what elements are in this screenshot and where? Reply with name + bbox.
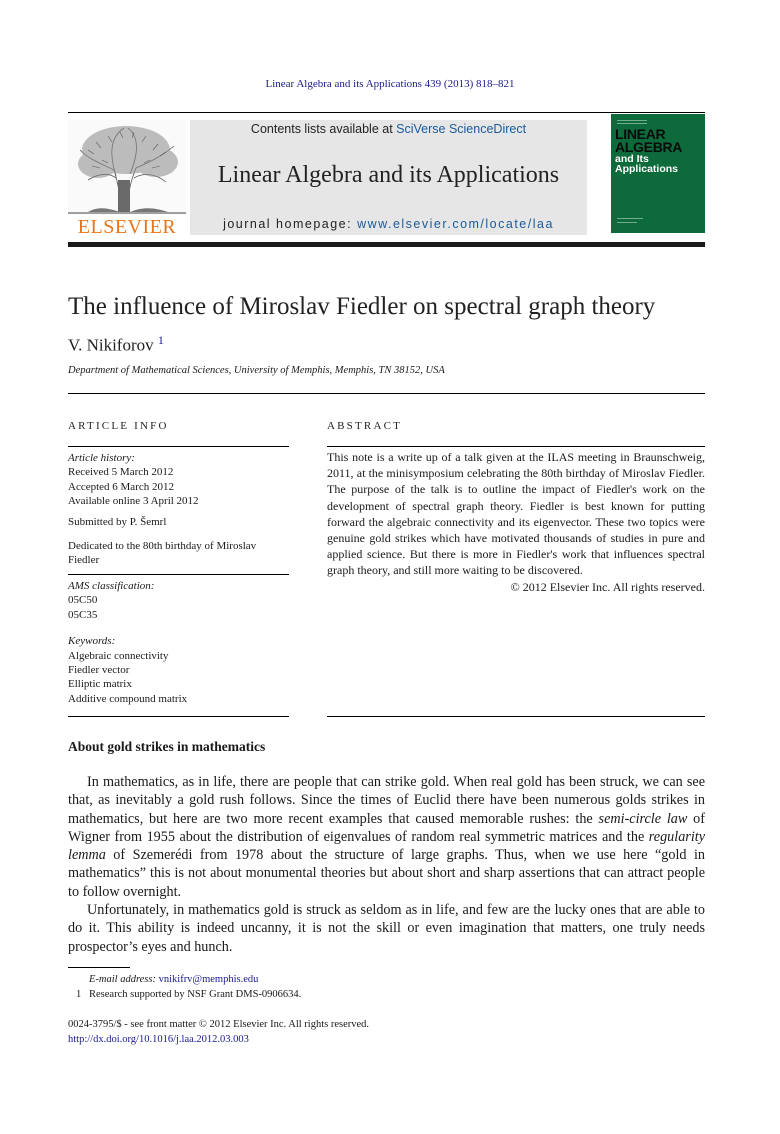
- abstract-copyright: © 2012 Elsevier Inc. All rights reserved.: [510, 579, 705, 594]
- received-date: Received 5 March 2012: [68, 466, 174, 479]
- elsevier-tree-icon: [68, 120, 186, 235]
- history-label: Article history:: [68, 452, 135, 464]
- contents-line: [190, 122, 587, 136]
- email-link[interactable]: vnikifrv@memphis.edu: [158, 974, 259, 985]
- footnote-mark-blank: [68, 972, 89, 987]
- article-title: The influence of Miroslav Fiedler on spectral graph theory: [68, 293, 656, 320]
- online-date: Available online 3 April 2012: [68, 495, 199, 508]
- elsevier-wordmark: ELSEVIER: [77, 216, 177, 235]
- cover-rule: [617, 222, 637, 223]
- cover-rule: [617, 123, 647, 124]
- header-top-rule: [68, 112, 705, 113]
- author-footnote-mark[interactable]: 1: [157, 333, 164, 347]
- abstract-body: [327, 449, 705, 595]
- cover-subtitle: [615, 154, 678, 174]
- section-body: [68, 773, 705, 956]
- cover-subtitle-line1: and Its: [615, 153, 649, 165]
- author-name: V. Nikiforov: [68, 335, 154, 355]
- author-line: [68, 333, 164, 356]
- p1-text-c: of Szemerédi from 1978 about the structure of large graphs. Thus, when we use here “gold in mathematics” this is not about monumental theories but about short and sharp assertions that can attract people to follow overnight.: [68, 847, 705, 900]
- ams-code: 05C50: [68, 594, 98, 607]
- p1-emphasis-1: semi-circle law: [598, 810, 688, 827]
- abstract-rule: [327, 446, 705, 447]
- sciencedirect-link[interactable]: SciVerse ScienceDirect: [396, 122, 527, 136]
- cover-subtitle-line2: Applications: [615, 163, 679, 175]
- ams-classification: [68, 579, 289, 706]
- keyword: Fiedler vector: [68, 664, 130, 677]
- author-affiliation: Department of Mathematical Sciences, University of Memphis, Memphis, TN 38152, USA: [68, 365, 445, 376]
- p1-text-a: In mathematics, as in life, there are people that can strike gold. When real gold has been struck, we can see that, as inevitably a gold rush follows. Since the times of Euclid there have been numerous golds strikes in mathematics, but here are two more recent examples that caused memorable rushes: the: [68, 774, 705, 827]
- abstract-bottom-rule: [327, 716, 705, 717]
- section-heading: About gold strikes in mathematics: [68, 739, 266, 754]
- footnotes: [68, 972, 301, 1002]
- footnote-1: [68, 987, 301, 1002]
- paragraph: [68, 773, 705, 901]
- p1-emphasis-2: regularity lemma: [68, 828, 705, 864]
- paragraph: Unfortunately, in mathematics gold is struck as seldom as in life, and few are the lucky ones that are able to do it. This ability is indeed uncanny, it is not the skill or even imagination that matters, one truly needs prospector’s eyes and hunch.: [68, 902, 705, 955]
- issn-line: 0024-3795/$ - see front matter © 2012 Elsevier Inc. All rights reserved.: [68, 1019, 370, 1030]
- header-bottom-rule: [68, 242, 705, 247]
- accepted-date: Accepted 6 March 2012: [68, 480, 174, 493]
- keyword: Additive compound matrix: [68, 692, 188, 705]
- journal-citation[interactable]: Linear Algebra and its Applications 439 (2013) 818–821: [265, 78, 515, 90]
- article-history: [68, 451, 289, 568]
- ams-code: 05C35: [68, 608, 98, 621]
- abstract-heading: ABSTRACT: [327, 420, 403, 432]
- front-matter: [68, 1017, 369, 1047]
- keyword: Algebraic connectivity: [68, 649, 169, 662]
- ams-rule: [68, 574, 289, 575]
- email-label: E-mail address:: [89, 974, 159, 985]
- ams-label: AMS classification:: [68, 580, 155, 592]
- cover-title: [615, 128, 682, 154]
- footnote-email: [68, 972, 301, 987]
- footnote-mark: 1: [76, 989, 82, 1000]
- article-info-bottom-rule: [68, 716, 289, 717]
- article-info-heading: ARTICLE INFO: [68, 420, 169, 432]
- keywords-label: Keywords:: [68, 635, 116, 648]
- footnote-text: Research supported by NSF Grant DMS-0906634.: [89, 989, 302, 1000]
- cover-rule: [617, 218, 643, 219]
- title-rule: [68, 393, 705, 394]
- abstract-text: This note is a write up of a talk given at the ILAS meeting in Braunschweig, 2011, at the minisymposium celebrating the 80th birthday of Miroslav Fiedler. The purpose of the talk is to outline the impact of Fiedler's work on the development of spectral graph theory. Fiedler is best known for putting forward the algebraic connectivity and its eigenvector. These two topics were genuine gold strikes which have motivated thousands of studies in pure and applied science. But there is more in Fiedler's work that influences spectral graph theory, and still more waiting to be discovered.: [327, 450, 705, 578]
- doi-link[interactable]: http://dx.doi.org/10.1016/j.laa.2012.03.003: [68, 1034, 249, 1045]
- dedication: Dedicated to the 80th birthday of Miroslav Fiedler: [68, 540, 257, 567]
- keyword: Elliptic matrix: [68, 678, 132, 691]
- journal-homepage-line: [190, 217, 587, 231]
- cover-title-line1: LINEAR: [615, 126, 666, 142]
- cover-rule: [617, 120, 647, 121]
- cover-title-line2: ALGEBRA: [615, 139, 683, 155]
- journal-cover: [611, 114, 705, 233]
- p1-text-b: of Wigner from 1955 about the distribution of eigenvalues of random real symmetric matrices and the: [68, 810, 705, 845]
- homepage-prefix: journal homepage:: [223, 217, 358, 231]
- submitted-by: Submitted by P. Šemrl: [68, 515, 167, 528]
- homepage-link[interactable]: www.elsevier.com/locate/laa: [357, 217, 554, 231]
- contents-prefix: Contents lists available at: [250, 122, 397, 136]
- footnote-rule: [68, 967, 130, 968]
- elsevier-logo: [68, 120, 186, 235]
- journal-name: Linear Algebra and its Applications: [217, 162, 560, 188]
- article-info-rule: [68, 446, 289, 447]
